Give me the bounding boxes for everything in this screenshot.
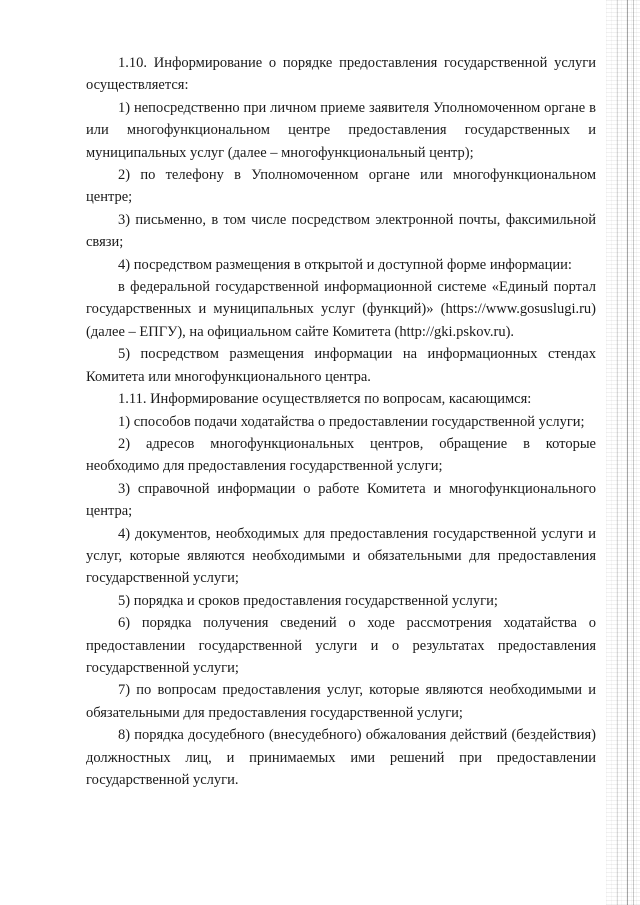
paragraph-1-10-heading: 1.10. Информирование о порядке предоставления государственной услуги осуществляется: xyxy=(86,55,596,94)
scan-edge-line xyxy=(617,0,618,905)
paragraph-epgu-portal: в федеральной государственной информационной системе «Единый портал государственных и муниципальных услуг (функций)» (https://www.gosuslugi.ru) (далее – ЕПГУ), на официальном сайте Комитета (http://gki.pskov.ru). xyxy=(86,279,596,340)
paragraph-item-1-personal: 1) непосредственно при личном приеме заявителя Уполномоченном органе в или многофункциональном центре предоставления государственных и муниципальных услуг (далее – многофункциональный центр); xyxy=(86,99,596,161)
paragraph-item-3-written: 3) письменно, в том числе посредством электронной почты, факсимильной связи; xyxy=(86,211,596,251)
paragraph-item-4-open-info: 4) посредством размещения в открытой и доступной форме информации: xyxy=(118,256,572,273)
paragraph-topic-7-services: 7) по вопросам предоставления услуг, которые являются необходимыми и обязательными для предоставления государственной услуги; xyxy=(86,682,596,721)
paragraph-topic-3-reference: 3) справочной информации о работе Комитета и многофункционального центра; xyxy=(86,480,596,520)
scan-edge-noise xyxy=(606,0,640,905)
paragraph-topic-2-addresses: 2) адресов многофункциональных центров, обращение в которые необходимо для предоставления государственной услуги; xyxy=(86,435,596,475)
paragraph-item-5-stands: 5) посредством размещения информации на информационных стендах Комитета или многофункционального центра. xyxy=(86,346,596,385)
paragraph-1-11-heading: 1.11. Информирование осуществляется по вопросам, касающимся: xyxy=(118,391,532,408)
document-body xyxy=(86,52,596,791)
paragraph-topic-1-methods: 1) способов подачи ходатайства о предоставлении государственной услуги; xyxy=(118,413,585,430)
scan-edge-line xyxy=(633,0,634,905)
paragraph-topic-8-appeal: 8) порядка досудебного (внесудебного) обжалования действий (бездействия) должностных лиц, и принимаемых ими решений при предоставлении государственной услуги. xyxy=(86,727,596,788)
paragraph-topic-6-progress: 6) порядка получения сведений о ходе рассмотрения ходатайства о предоставлении государственной услуги и о результатах предоставления государственной услуги; xyxy=(86,615,596,676)
paragraph-topic-5-terms: 5) порядка и сроков предоставления государственной услуги; xyxy=(118,592,498,609)
paragraph-item-2-phone: 2) по телефону в Уполномоченном органе или многофункциональном центре; xyxy=(86,167,596,206)
scan-edge-line xyxy=(627,0,628,905)
paragraph-topic-4-documents: 4) документов, необходимых для предоставления государственной услуги и услуг, которые являются необходимыми и обязательными для предоставления государственной услуги; xyxy=(86,525,596,587)
